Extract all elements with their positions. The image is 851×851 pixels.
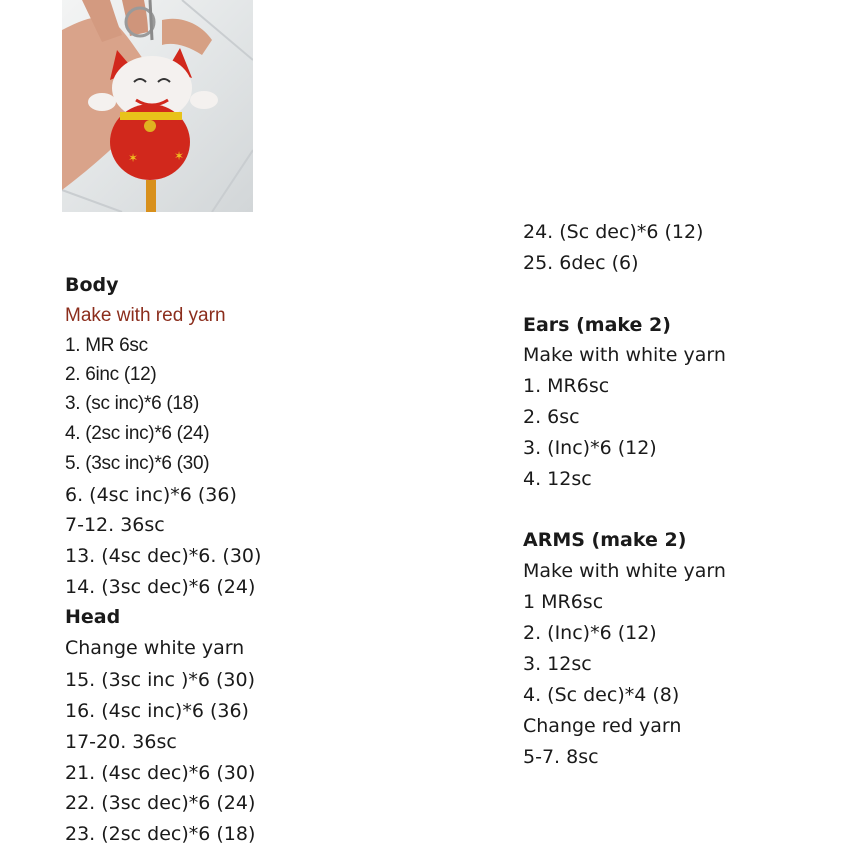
ears-row: 4. 12sc <box>523 468 592 490</box>
lucky-cat-photo <box>62 0 253 212</box>
body-row: 14. (3sc dec)*6 (24) <box>65 576 256 598</box>
head-row-cont: 24. (Sc dec)*6 (12) <box>523 221 704 243</box>
body-title: Body <box>65 274 119 296</box>
body-row: 13. (4sc dec)*6. (30) <box>65 545 262 567</box>
body-row: 3. (sc inc)*6 (18) <box>65 393 199 414</box>
head-row: 17-20. 36sc <box>65 731 177 753</box>
head-row-cont: 25. 6dec (6) <box>523 252 639 274</box>
arms-row: 1 MR6sc <box>523 591 604 613</box>
body-row: 5. (3sc inc)*6 (30) <box>65 453 210 474</box>
head-row: 21. (4sc dec)*6 (30) <box>65 762 256 784</box>
arms-row: 4. (Sc dec)*4 (8) <box>523 684 680 706</box>
ears-row: 1. MR6sc <box>523 375 610 397</box>
lucky-cat-keychain-illustration <box>62 0 253 212</box>
arms-row: 5-7. 8sc <box>523 746 599 768</box>
head-title: Head <box>65 606 121 628</box>
body-row: 7-12. 36sc <box>65 514 165 536</box>
svg-text:✶: ✶ <box>174 149 185 163</box>
ears-title: Ears (make 2) <box>523 314 671 336</box>
arms-title: ARMS (make 2) <box>523 529 687 551</box>
body-row: 6. (4sc inc)*6 (36) <box>65 484 237 506</box>
body-row: 1. MR 6sc <box>65 335 148 356</box>
body-row: 4. (2sc inc)*6 (24) <box>65 423 210 444</box>
arms-subtitle: Make with white yarn <box>523 560 726 582</box>
head-subtitle: Change white yarn <box>65 637 245 659</box>
head-row: 15. (3sc inc )*6 (30) <box>65 669 255 691</box>
head-row: 23. (2sc dec)*6 (18) <box>65 823 256 845</box>
arms-row: 2. (Inc)*6 (12) <box>523 622 657 644</box>
svg-text:✶: ✶ <box>128 151 139 165</box>
ears-row: 2. 6sc <box>523 406 580 428</box>
head-row: 16. (4sc inc)*6 (36) <box>65 700 249 722</box>
arms-change-note: Change red yarn <box>523 715 682 737</box>
ears-row: 3. (Inc)*6 (12) <box>523 437 657 459</box>
arms-row: 3. 12sc <box>523 653 592 675</box>
body-subtitle: Make with red yarn <box>65 305 226 326</box>
head-row: 22. (3sc dec)*6 (24) <box>65 792 256 814</box>
body-row: 2. 6inc (12) <box>65 364 157 385</box>
ears-subtitle: Make with white yarn <box>523 344 726 366</box>
